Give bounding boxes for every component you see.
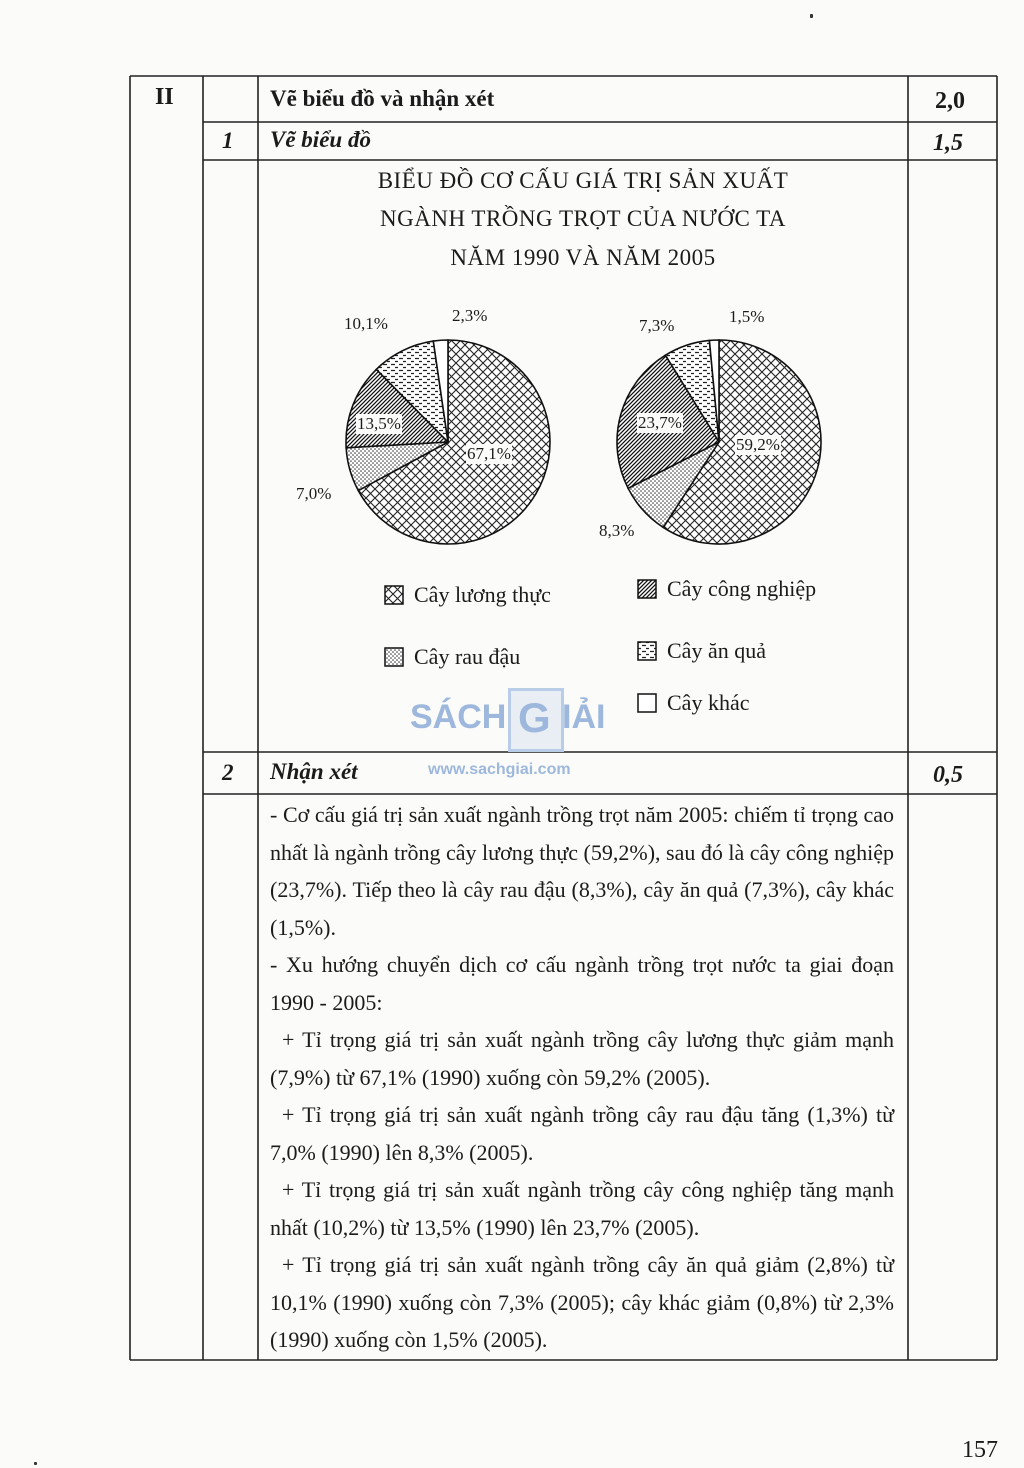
page-number: 157	[962, 1437, 998, 1463]
pie1990-label-khac: 2,3%	[452, 306, 488, 325]
commentary	[270, 796, 894, 1359]
legend-swatch-khac	[637, 693, 657, 713]
legend-label-an-qua: Cây ăn quả	[667, 638, 766, 663]
pie2005-label-anqua: 7,3%	[639, 316, 675, 335]
chart-title-line-3: NĂM 1990 VÀ NĂM 2005	[450, 245, 716, 270]
pie1990-label-anqua: 10,1%	[344, 314, 388, 333]
legend-label-luong-thuc: Cây lương thực	[414, 582, 551, 607]
pie2005-label-rau: 8,3%	[599, 521, 635, 540]
watermark-url: www.sachgiai.com	[428, 761, 571, 778]
part1-number: 1	[222, 128, 234, 153]
commentary-paragraph-2: - Xu hướng chuyển dịch cơ cấu ngành trồng trọt nước ta giai đoạn 1990 - 2005:	[270, 952, 894, 1015]
watermark-logo	[410, 688, 620, 748]
section-number: II	[155, 84, 174, 110]
watermark-brand-mid: G	[518, 694, 551, 741]
legend-label-khac: Cây khác	[667, 690, 750, 715]
legend-swatch-rau-dau	[384, 647, 404, 667]
section-score: 2,0	[935, 88, 965, 114]
pie1990-label-rau: 7,0%	[296, 484, 332, 503]
commentary-paragraph-5: + Tỉ trọng giá trị sản xuất ngành trồng cây công nghiệp tăng mạnh nhất (10,2%) từ 13,5% (1990) lên 23,7% (2005).	[270, 1177, 894, 1240]
legend-label-cong-nghiep: Cây công nghiệp	[667, 576, 817, 601]
speck-top	[810, 14, 813, 18]
legend-item-an-qua	[637, 638, 766, 664]
legend-swatch-cong-nghiep	[637, 579, 657, 599]
legend-swatch-luong-thuc	[384, 585, 404, 605]
pie2005-label-khac: 1,5%	[729, 307, 765, 326]
part2-title: Nhận xét	[270, 759, 358, 784]
commentary-paragraph-4: + Tỉ trọng giá trị sản xuất ngành trồng cây rau đậu tăng (1,3%) từ 7,0% (1990) lên 8,3% (2005).	[270, 1102, 894, 1165]
part1-title: Vẽ biểu đồ	[270, 127, 371, 152]
commentary-paragraph-6: + Tỉ trọng giá trị sản xuất ngành trồng cây ăn quả giảm (2,8%) từ 10,1% (1990) xuống còn 7,3% (2005); cây khác giảm (0,8%) từ 2,3% (1990) xuống còn 1,5% (2005).	[270, 1252, 894, 1352]
part2-score: 0,5	[933, 762, 963, 788]
pie2005-label-congnghiep: 23,7%	[638, 413, 682, 432]
part2-number: 2	[222, 760, 234, 785]
part1-score: 1,5	[933, 130, 963, 156]
pie2005-label-luongthuc: 59,2%	[736, 435, 780, 454]
watermark-brand-left: SÁCH	[410, 698, 507, 736]
legend-item-rau-dau	[384, 644, 520, 670]
commentary-paragraph-1: - Cơ cấu giá trị sản xuất ngành trồng trọt năm 2005: chiếm tỉ trọng cao nhất là ngành trồng cây lương thực (59,2%), sau đó là cây công nghiệp (23,7%). Tiếp theo là cây rau đậu (8,3%), cây ăn quả (7,3%), cây khác (1,5%).	[270, 802, 894, 940]
pie1990-label-congnghiep: 13,5%	[357, 414, 401, 433]
legend-label-rau-dau: Cây rau đậu	[414, 644, 521, 669]
legend-item-luong-thuc	[384, 582, 551, 608]
chart-title-line-2: NGÀNH TRỒNG TRỌT CỦA NƯỚC TA	[380, 206, 786, 231]
chart-title-line-1: BIỂU ĐỒ CƠ CẤU GIÁ TRỊ SẢN XUẤT	[377, 168, 789, 193]
legend-swatch-an-qua	[637, 641, 657, 661]
speck-bottom	[34, 1462, 37, 1465]
legend-item-khac	[637, 690, 749, 716]
pie1990-label-luongthuc: 67,1%	[467, 444, 511, 463]
watermark-brand-right: IẢI	[562, 698, 606, 736]
commentary-paragraph-3: + Tỉ trọng giá trị sản xuất ngành trồng cây lương thực giảm mạnh (7,9%) từ 67,1% (1990) xuống còn 59,2% (2005).	[270, 1027, 894, 1090]
legend-item-cong-nghiep	[637, 576, 816, 602]
section-title: Vẽ biểu đồ và nhận xét	[270, 86, 495, 111]
